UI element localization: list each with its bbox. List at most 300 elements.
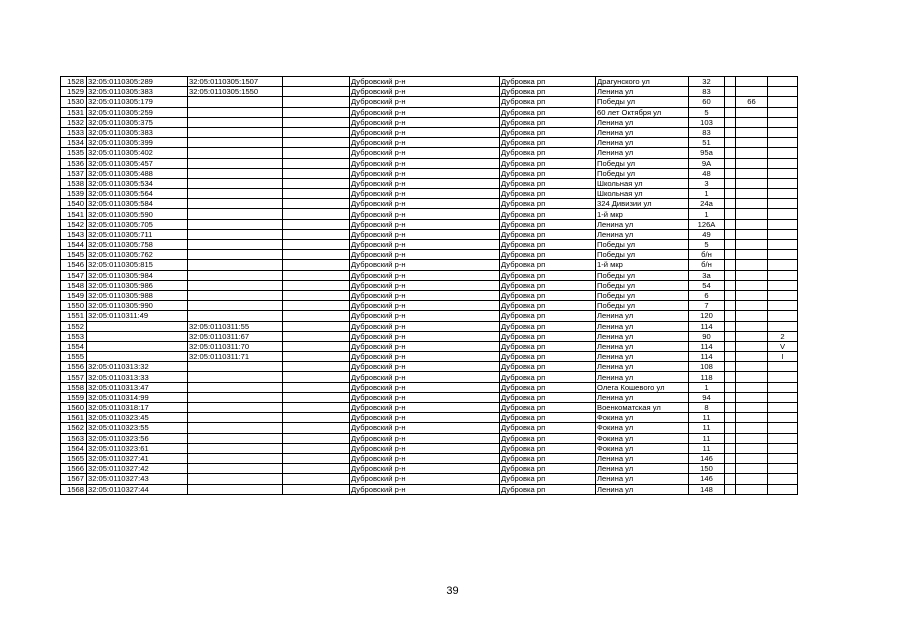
table-row [61, 331, 798, 341]
house-number-cell: 54 [689, 280, 725, 290]
extra-cell-1 [725, 372, 736, 382]
district-cell: Дубровский р-н [350, 280, 500, 290]
district-cell: Дубровский р-н [350, 321, 500, 331]
cadastral-number-cell: 32:05:0110305:534 [87, 178, 188, 188]
street-cell: Школьная ул [596, 189, 689, 199]
house-number-cell: 32 [689, 77, 725, 87]
extra-cell-1 [725, 250, 736, 260]
extra-cell-2 [736, 107, 768, 117]
extra-cell-1 [725, 127, 736, 137]
locality-cell: Дубровка рп [500, 209, 596, 219]
extra-cell-3 [768, 453, 798, 463]
table-row [61, 341, 798, 351]
row-number-cell: 1560 [61, 403, 87, 413]
table-row [61, 127, 798, 137]
blank-cell [283, 382, 350, 392]
extra-cell-3 [768, 382, 798, 392]
cadastral-number-2-cell [188, 301, 283, 311]
row-number-cell: 1528 [61, 77, 87, 87]
house-number-cell: 7 [689, 301, 725, 311]
extra-cell-2 [736, 453, 768, 463]
street-cell: Победы ул [596, 158, 689, 168]
locality-cell: Дубровка рп [500, 382, 596, 392]
cadastral-number-cell: 32:05:0110313:33 [87, 372, 188, 382]
cadastral-number-cell: 32:05:0110305:399 [87, 138, 188, 148]
extra-cell-3 [768, 474, 798, 484]
cadastral-number-2-cell [188, 392, 283, 402]
row-number-cell: 1544 [61, 240, 87, 250]
row-number-cell: 1557 [61, 372, 87, 382]
extra-cell-2 [736, 392, 768, 402]
row-number-cell: 1563 [61, 433, 87, 443]
street-cell: Победы ул [596, 250, 689, 260]
house-number-cell: 1 [689, 209, 725, 219]
district-cell: Дубровский р-н [350, 453, 500, 463]
locality-cell: Дубровка рп [500, 443, 596, 453]
street-cell: Ленина ул [596, 229, 689, 239]
cadastral-number-cell: 32:05:0110305:402 [87, 148, 188, 158]
blank-cell [283, 453, 350, 463]
row-number-cell: 1550 [61, 301, 87, 311]
extra-cell-1 [725, 311, 736, 321]
row-number-cell: 1546 [61, 260, 87, 270]
extra-cell-3 [768, 158, 798, 168]
street-cell: Победы ул [596, 290, 689, 300]
district-cell: Дубровский р-н [350, 148, 500, 158]
street-cell: Школьная ул [596, 178, 689, 188]
row-number-cell: 1561 [61, 413, 87, 423]
table-row [61, 270, 798, 280]
extra-cell-3 [768, 301, 798, 311]
district-cell: Дубровский р-н [350, 138, 500, 148]
extra-cell-2 [736, 178, 768, 188]
locality-cell: Дубровка рп [500, 87, 596, 97]
table-row [61, 474, 798, 484]
blank-cell [283, 107, 350, 117]
locality-cell: Дубровка рп [500, 107, 596, 117]
extra-cell-3 [768, 117, 798, 127]
cadastral-number-2-cell [188, 270, 283, 280]
table-row [61, 97, 798, 107]
row-number-cell: 1538 [61, 178, 87, 188]
cadastral-number-2-cell [188, 240, 283, 250]
table-row [61, 87, 798, 97]
house-number-cell: 51 [689, 138, 725, 148]
table-row [61, 77, 798, 87]
locality-cell: Дубровка рп [500, 423, 596, 433]
cadastral-number-cell: 32:05:0110305:990 [87, 301, 188, 311]
street-cell: Ленина ул [596, 311, 689, 321]
cadastral-number-cell: 32:05:0110323:56 [87, 433, 188, 443]
extra-cell-1 [725, 321, 736, 331]
extra-cell-1 [725, 423, 736, 433]
street-cell: Драгунского ул [596, 77, 689, 87]
blank-cell [283, 464, 350, 474]
extra-cell-3 [768, 127, 798, 137]
cadastral-number-2-cell [188, 219, 283, 229]
cadastral-number-2-cell [188, 189, 283, 199]
extra-cell-1 [725, 403, 736, 413]
blank-cell [283, 87, 350, 97]
extra-cell-2 [736, 331, 768, 341]
street-cell: Победы ул [596, 270, 689, 280]
extra-cell-2 [736, 199, 768, 209]
locality-cell: Дубровка рп [500, 413, 596, 423]
extra-cell-2 [736, 270, 768, 280]
district-cell: Дубровский р-н [350, 97, 500, 107]
district-cell: Дубровский р-н [350, 474, 500, 484]
extra-cell-2 [736, 280, 768, 290]
district-cell: Дубровский р-н [350, 392, 500, 402]
district-cell: Дубровский р-н [350, 229, 500, 239]
extra-cell-1 [725, 453, 736, 463]
extra-cell-1 [725, 168, 736, 178]
house-number-cell: 60 [689, 97, 725, 107]
extra-cell-3 [768, 403, 798, 413]
page-number: 39 [446, 585, 459, 597]
row-number-cell: 1534 [61, 138, 87, 148]
house-number-cell: 6 [689, 290, 725, 300]
extra-cell-3 [768, 148, 798, 158]
extra-cell-2 [736, 117, 768, 127]
cadastral-number-2-cell [188, 423, 283, 433]
house-number-cell: 120 [689, 311, 725, 321]
extra-cell-3 [768, 413, 798, 423]
blank-cell [283, 331, 350, 341]
cadastral-number-cell: 32:05:0110305:457 [87, 158, 188, 168]
cadastral-number-cell [87, 331, 188, 341]
street-cell: 1-й мкр [596, 209, 689, 219]
cadastral-number-cell: 32:05:0110305:488 [87, 168, 188, 178]
extra-cell-3 [768, 229, 798, 239]
registry-table [60, 76, 798, 495]
extra-cell-2 [736, 240, 768, 250]
blank-cell [283, 362, 350, 372]
blank-cell [283, 229, 350, 239]
house-number-cell: 3а [689, 270, 725, 280]
district-cell: Дубровский р-н [350, 443, 500, 453]
locality-cell: Дубровка рп [500, 392, 596, 402]
table-row [61, 362, 798, 372]
district-cell: Дубровский р-н [350, 77, 500, 87]
extra-cell-1 [725, 484, 736, 494]
street-cell: Ленина ул [596, 321, 689, 331]
cadastral-number-cell: 32:05:0110305:705 [87, 219, 188, 229]
cadastral-number-cell: 32:05:0110305:984 [87, 270, 188, 280]
extra-cell-2 [736, 168, 768, 178]
row-number-cell: 1568 [61, 484, 87, 494]
district-cell: Дубровский р-н [350, 270, 500, 280]
row-number-cell: 1540 [61, 199, 87, 209]
house-number-cell: 49 [689, 229, 725, 239]
table-row [61, 423, 798, 433]
extra-cell-2 [736, 341, 768, 351]
street-cell: Фокина ул [596, 413, 689, 423]
house-number-cell: 8 [689, 403, 725, 413]
extra-cell-2 [736, 138, 768, 148]
cadastral-number-cell: 32:05:0110305:988 [87, 290, 188, 300]
cadastral-number-2-cell [188, 311, 283, 321]
street-cell: 60 лет Октября ул [596, 107, 689, 117]
table-row [61, 301, 798, 311]
house-number-cell: 5 [689, 240, 725, 250]
cadastral-number-2-cell [188, 138, 283, 148]
district-cell: Дубровский р-н [350, 189, 500, 199]
table-row [61, 168, 798, 178]
extra-cell-3 [768, 311, 798, 321]
blank-cell [283, 77, 350, 87]
blank-cell [283, 199, 350, 209]
cadastral-number-2-cell [188, 178, 283, 188]
extra-cell-2 [736, 423, 768, 433]
row-number-cell: 1549 [61, 290, 87, 300]
extra-cell-1 [725, 464, 736, 474]
table-row [61, 138, 798, 148]
blank-cell [283, 484, 350, 494]
row-number-cell: 1542 [61, 219, 87, 229]
street-cell: Ленина ул [596, 453, 689, 463]
row-number-cell: 1545 [61, 250, 87, 260]
table-row [61, 117, 798, 127]
house-number-cell: 24а [689, 199, 725, 209]
row-number-cell: 1533 [61, 127, 87, 137]
street-cell: Ленина ул [596, 464, 689, 474]
locality-cell: Дубровка рп [500, 219, 596, 229]
blank-cell [283, 158, 350, 168]
cadastral-number-2-cell [188, 474, 283, 484]
table-row [61, 107, 798, 117]
house-number-cell: б/н [689, 260, 725, 270]
locality-cell: Дубровка рп [500, 270, 596, 280]
extra-cell-1 [725, 107, 736, 117]
street-cell: Ленина ул [596, 219, 689, 229]
house-number-cell: 48 [689, 168, 725, 178]
cadastral-number-cell: 32:05:0110305:711 [87, 229, 188, 239]
extra-cell-2: 66 [736, 97, 768, 107]
cadastral-number-cell: 32:05:0110305:815 [87, 260, 188, 270]
table-row [61, 290, 798, 300]
locality-cell: Дубровка рп [500, 260, 596, 270]
cadastral-number-2-cell [188, 168, 283, 178]
extra-cell-1 [725, 87, 736, 97]
extra-cell-1 [725, 240, 736, 250]
extra-cell-1 [725, 117, 736, 127]
extra-cell-1 [725, 199, 736, 209]
district-cell: Дубровский р-н [350, 290, 500, 300]
cadastral-number-cell: 32:05:0110327:43 [87, 474, 188, 484]
extra-cell-3 [768, 199, 798, 209]
table-row [61, 321, 798, 331]
extra-cell-3 [768, 219, 798, 229]
extra-cell-3 [768, 372, 798, 382]
cadastral-number-cell: 32:05:0110313:47 [87, 382, 188, 392]
row-number-cell: 1530 [61, 97, 87, 107]
extra-cell-3 [768, 423, 798, 433]
district-cell: Дубровский р-н [350, 464, 500, 474]
extra-cell-3 [768, 240, 798, 250]
locality-cell: Дубровка рп [500, 77, 596, 87]
district-cell: Дубровский р-н [350, 107, 500, 117]
locality-cell: Дубровка рп [500, 331, 596, 341]
extra-cell-1 [725, 219, 736, 229]
cadastral-number-cell: 32:05:0110305:375 [87, 117, 188, 127]
cadastral-number-cell: 32:05:0110314:99 [87, 392, 188, 402]
house-number-cell: 1 [689, 382, 725, 392]
blank-cell [283, 423, 350, 433]
blank-cell [283, 240, 350, 250]
cadastral-number-2-cell: 32:05:0110311:71 [188, 352, 283, 362]
cadastral-number-2-cell [188, 362, 283, 372]
cadastral-number-2-cell [188, 260, 283, 270]
extra-cell-1 [725, 362, 736, 372]
locality-cell: Дубровка рп [500, 352, 596, 362]
street-cell: Победы ул [596, 97, 689, 107]
table-row [61, 372, 798, 382]
extra-cell-1 [725, 270, 736, 280]
locality-cell: Дубровка рп [500, 474, 596, 484]
house-number-cell: 103 [689, 117, 725, 127]
locality-cell: Дубровка рп [500, 189, 596, 199]
row-number-cell: 1559 [61, 392, 87, 402]
table-row [61, 260, 798, 270]
cadastral-number-cell [87, 321, 188, 331]
extra-cell-2 [736, 127, 768, 137]
house-number-cell: 126А [689, 219, 725, 229]
district-cell: Дубровский р-н [350, 240, 500, 250]
locality-cell: Дубровка рп [500, 484, 596, 494]
cadastral-number-cell: 32:05:0110305:179 [87, 97, 188, 107]
extra-cell-3 [768, 107, 798, 117]
row-number-cell: 1529 [61, 87, 87, 97]
blank-cell [283, 138, 350, 148]
locality-cell: Дубровка рп [500, 362, 596, 372]
house-number-cell: 11 [689, 423, 725, 433]
row-number-cell: 1565 [61, 453, 87, 463]
table-row [61, 250, 798, 260]
extra-cell-2 [736, 352, 768, 362]
cadastral-number-2-cell [188, 117, 283, 127]
house-number-cell: 83 [689, 127, 725, 137]
district-cell: Дубровский р-н [350, 260, 500, 270]
cadastral-number-cell: 32:05:0110323:55 [87, 423, 188, 433]
locality-cell: Дубровка рп [500, 453, 596, 463]
cadastral-number-cell: 32:05:0110305:564 [87, 189, 188, 199]
row-number-cell: 1555 [61, 352, 87, 362]
extra-cell-3 [768, 362, 798, 372]
extra-cell-2 [736, 87, 768, 97]
street-cell: Ленина ул [596, 87, 689, 97]
blank-cell [283, 301, 350, 311]
extra-cell-1 [725, 474, 736, 484]
blank-cell [283, 219, 350, 229]
blank-cell [283, 148, 350, 158]
table-row [61, 229, 798, 239]
district-cell: Дубровский р-н [350, 168, 500, 178]
blank-cell [283, 290, 350, 300]
extra-cell-2 [736, 433, 768, 443]
extra-cell-2 [736, 189, 768, 199]
table-row [61, 189, 798, 199]
locality-cell: Дубровка рп [500, 127, 596, 137]
extra-cell-2 [736, 229, 768, 239]
blank-cell [283, 341, 350, 351]
cadastral-number-2-cell [188, 280, 283, 290]
locality-cell: Дубровка рп [500, 301, 596, 311]
row-number-cell: 1543 [61, 229, 87, 239]
blank-cell [283, 321, 350, 331]
locality-cell: Дубровка рп [500, 311, 596, 321]
row-number-cell: 1536 [61, 158, 87, 168]
table-row [61, 352, 798, 362]
cadastral-number-2-cell [188, 199, 283, 209]
cadastral-number-2-cell [188, 403, 283, 413]
cadastral-number-2-cell [188, 97, 283, 107]
extra-cell-3 [768, 250, 798, 260]
cadastral-number-2-cell [188, 158, 283, 168]
cadastral-number-2-cell [188, 443, 283, 453]
table-row [61, 453, 798, 463]
extra-cell-1 [725, 331, 736, 341]
cadastral-number-2-cell [188, 290, 283, 300]
cadastral-number-2-cell [188, 484, 283, 494]
row-number-cell: 1566 [61, 464, 87, 474]
extra-cell-2 [736, 362, 768, 372]
row-number-cell: 1553 [61, 331, 87, 341]
extra-cell-1 [725, 392, 736, 402]
house-number-cell: б/н [689, 250, 725, 260]
extra-cell-1 [725, 433, 736, 443]
house-number-cell: 146 [689, 453, 725, 463]
street-cell: Ленина ул [596, 392, 689, 402]
district-cell: Дубровский р-н [350, 362, 500, 372]
extra-cell-2 [736, 77, 768, 87]
extra-cell-2 [736, 443, 768, 453]
table-row [61, 403, 798, 413]
blank-cell [283, 280, 350, 290]
extra-cell-1 [725, 148, 736, 158]
extra-cell-3: V [768, 341, 798, 351]
table-row [61, 413, 798, 423]
house-number-cell: 95а [689, 148, 725, 158]
extra-cell-1 [725, 382, 736, 392]
house-number-cell: 90 [689, 331, 725, 341]
cadastral-number-2-cell [188, 107, 283, 117]
cadastral-number-cell: 32:05:0110313:32 [87, 362, 188, 372]
table-row [61, 158, 798, 168]
cadastral-number-2-cell: 32:05:0110311:67 [188, 331, 283, 341]
street-cell: Ленина ул [596, 362, 689, 372]
extra-cell-2 [736, 484, 768, 494]
table-row [61, 484, 798, 494]
row-number-cell: 1558 [61, 382, 87, 392]
cadastral-number-cell: 32:05:0110305:383 [87, 127, 188, 137]
extra-cell-3: I [768, 352, 798, 362]
district-cell: Дубровский р-н [350, 209, 500, 219]
extra-cell-3 [768, 484, 798, 494]
extra-cell-1 [725, 97, 736, 107]
cadastral-number-2-cell [188, 250, 283, 260]
table-row [61, 443, 798, 453]
extra-cell-3 [768, 433, 798, 443]
blank-cell [283, 311, 350, 321]
table-row [61, 280, 798, 290]
blank-cell [283, 474, 350, 484]
cadastral-number-2-cell [188, 148, 283, 158]
street-cell: Победы ул [596, 301, 689, 311]
table-row [61, 199, 798, 209]
district-cell: Дубровский р-н [350, 331, 500, 341]
table-row [61, 464, 798, 474]
